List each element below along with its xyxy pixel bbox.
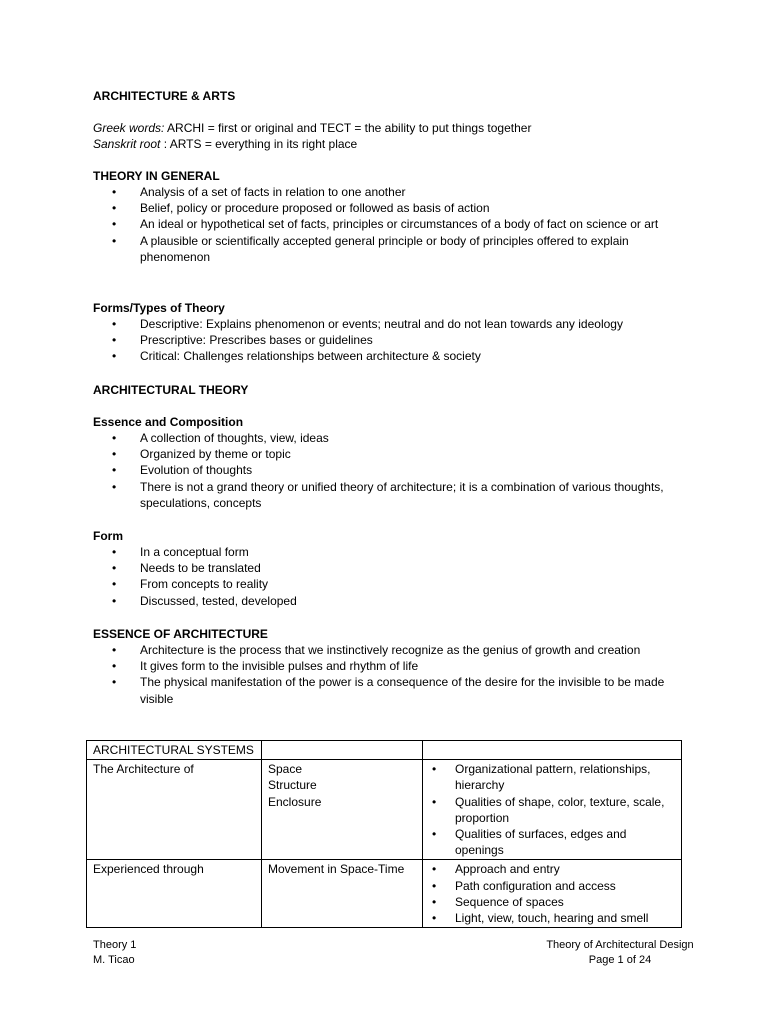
list-item: • Architecture is the process that we instinctively recognize as the genius of growth and creation	[112, 643, 641, 657]
bullet-icon: •	[112, 217, 117, 232]
forms-types-section	[93, 300, 693, 365]
section-heading: ESSENCE OF ARCHITECTURE	[93, 627, 268, 641]
greek-text: ARCHI = first or original and TECT = the ability to put things together	[164, 121, 532, 135]
section-heading: Essence and Composition	[93, 415, 244, 429]
architectural-theory-section	[93, 382, 693, 398]
footer-author: M. Ticao	[93, 954, 135, 966]
bullet-list	[93, 642, 693, 707]
theory-general-section	[93, 168, 693, 265]
list-item: • Belief, policy or procedure proposed or followed as basis of action	[112, 201, 490, 216]
greek-label: Greek words:	[93, 121, 165, 135]
bullet-icon: •	[432, 911, 437, 926]
list-item: • Needs to be translated	[112, 561, 261, 576]
list-item: • Analysis of a set of facts in relation to one another	[112, 185, 406, 199]
list-item: • Evolution of thoughts	[112, 463, 253, 478]
essence-architecture-section	[93, 626, 693, 707]
bullet-icon: •	[112, 201, 117, 216]
bullet-icon: •	[112, 185, 117, 199]
list-item: • Descriptive: Explains phenomenon or events; neutral and do not lean towards any ideology	[112, 317, 623, 331]
form-section	[93, 528, 693, 609]
bullet-icon: •	[432, 862, 437, 877]
bullet-list	[93, 544, 693, 609]
table-header-row	[87, 741, 682, 760]
list-item: • Qualities of surfaces, edges and openings	[432, 827, 627, 858]
table-cell: Movement in Space-Time	[262, 860, 423, 928]
section-heading: ARCHITECTURAL THEORY	[93, 383, 249, 397]
sanskrit-label: Sanskrit root	[93, 137, 161, 151]
bullet-icon: •	[112, 577, 117, 592]
list-item: • Discussed, tested, developed	[112, 593, 297, 608]
section-heading: Form	[93, 529, 123, 543]
sanskrit-text: : ARTS = everything in its right place	[160, 137, 358, 151]
list-item: • An ideal or hypothetical set of facts, principles or circumstances of a body of fact on science or art	[112, 217, 659, 232]
doc-title: ARCHITECTURE & ARTS	[93, 89, 236, 103]
footer-course: Theory 1	[93, 939, 137, 951]
table-row	[87, 860, 682, 928]
bullet-icon: •	[112, 333, 117, 348]
greek-words-line	[93, 120, 693, 136]
bullet-icon: •	[112, 447, 117, 462]
intro-section	[93, 88, 693, 152]
list-item: • Organized by theme or topic	[112, 447, 291, 462]
footer-doc-title: Theory of Architectural Design	[546, 939, 694, 951]
table-header-cell: ARCHITECTURAL SYSTEMS	[87, 741, 262, 760]
bullet-icon: •	[112, 317, 117, 331]
bullet-icon: •	[432, 794, 437, 809]
list-item: • Light, view, touch, hearing and smell	[432, 911, 649, 926]
cell-line: Structure	[268, 778, 317, 793]
sanskrit-root-line	[93, 136, 693, 152]
section-heading: THEORY IN GENERAL	[93, 169, 220, 183]
list-item: • It gives form to the invisible pulses and rhythm of life	[112, 659, 419, 674]
bullet-list	[93, 184, 693, 265]
section-heading: Forms/Types of Theory	[93, 301, 225, 315]
footer-right	[540, 938, 700, 968]
table-cell: The Architecture of	[87, 760, 262, 860]
table-header-cell	[262, 741, 423, 760]
cell-line: Enclosure	[268, 794, 322, 809]
table-cell	[423, 860, 682, 928]
page-number: Page 1 of 24	[588, 954, 652, 966]
bullet-list	[93, 316, 693, 365]
bullet-list	[93, 430, 693, 511]
architectural-systems-table	[86, 740, 682, 928]
list-item: • Sequence of spaces	[432, 894, 564, 909]
bullet-list	[429, 861, 675, 926]
bullet-icon: •	[112, 593, 117, 608]
table-cell	[262, 760, 423, 860]
table-cell: Experienced through	[87, 860, 262, 928]
bullet-icon: •	[112, 479, 117, 494]
bullet-icon: •	[432, 762, 437, 777]
bullet-icon: •	[112, 545, 117, 559]
table-row	[87, 760, 682, 860]
bullet-icon: •	[112, 643, 117, 657]
list-item: • Organizational pattern, relationships, hierarchy	[432, 762, 651, 793]
list-item: • Prescriptive: Prescribes bases or guidelines	[112, 333, 373, 348]
bullet-icon: •	[112, 675, 117, 690]
essence-composition-section	[93, 414, 693, 511]
bullet-icon: •	[432, 827, 437, 842]
bullet-icon: •	[112, 659, 117, 674]
list-item: • The physical manifestation of the power is a consequence of the desire for the invisible to be made visible	[112, 675, 665, 706]
table-header-cell	[423, 741, 682, 760]
bullet-icon: •	[112, 463, 117, 478]
bullet-icon: •	[112, 431, 117, 445]
bullet-icon: •	[112, 349, 117, 364]
bullet-list	[429, 761, 675, 858]
list-item: • A collection of thoughts, view, ideas	[112, 431, 329, 445]
list-item: • A plausible or scientifically accepted general principle or body of principles offered to explain phenomenon	[112, 233, 629, 264]
footer-left	[93, 938, 136, 968]
bullet-icon: •	[112, 561, 117, 576]
bullet-icon: •	[432, 894, 437, 909]
list-item: • In a conceptual form	[112, 545, 249, 559]
list-item: • There is not a grand theory or unified theory of architecture; it is a combination of various thoughts, speculations, concepts	[112, 479, 664, 510]
list-item: • From concepts to reality	[112, 577, 269, 592]
bullet-icon: •	[112, 233, 117, 248]
list-item: • Path configuration and access	[432, 878, 616, 893]
list-item: • Qualities of shape, color, texture, scale, proportion	[432, 794, 665, 825]
table-cell	[423, 760, 682, 860]
cell-line: Space	[268, 762, 303, 777]
bullet-icon: •	[432, 878, 437, 893]
list-item: • Approach and entry	[432, 862, 560, 877]
list-item: • Critical: Challenges relationships between architecture & society	[112, 349, 481, 364]
